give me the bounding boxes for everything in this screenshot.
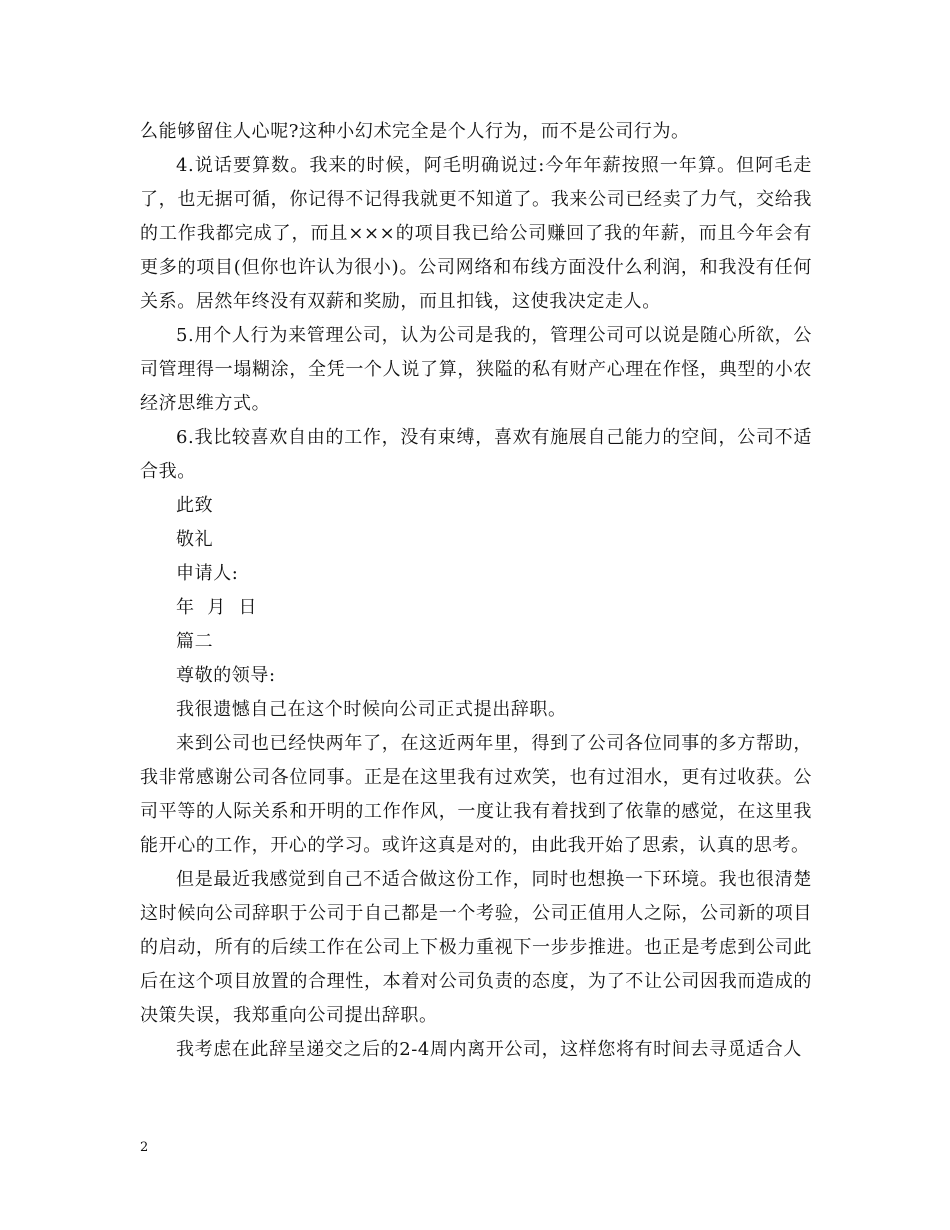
paragraph-continuation: 么能够留住人心呢?这种小幻术完全是个人行为，而不是公司行为。 xyxy=(140,121,690,142)
letter-greeting: 尊敬的领导: xyxy=(176,665,276,686)
paragraph-item-5: 5.用个人行为来管理公司，认为公司是我的，管理公司可以说是随心所欲，公司管理得一塌糊涂，全凭一个人说了算，狭隘的私有财产心理在作怪，典型的小农经济思维方式。 xyxy=(140,325,812,414)
page-number: 2 xyxy=(140,1140,149,1155)
section-heading: 篇二 xyxy=(176,631,214,652)
letter-paragraph: 来到公司也已经快两年了，在这近两年里，得到了公司各位同事的多方帮助，我非常感谢公司各位同事。正是在这里我有过欢笑，也有过泪水，更有过收获。公司平等的人际关系和开明的工作作风，一度让我有着找到了依靠的感觉，在这里我能开心的工作，开心的学习。或许这真是对的，由此我开始了思索，认真的思考。 xyxy=(140,733,812,856)
document-body xyxy=(140,115,812,1067)
paragraph-item-4: 4.说话要算数。我来的时候，阿毛明确说过:今年年薪按照一年算。但阿毛走了，也无据可循，你记得不记得我就更不知道了。我来公司已经卖了力气，交给我的工作我都完成了，而且×××的项目我已给公司赚回了我的年薪，而且今年会有更多的项目(但你也许认为很小)。公司网络和布线方面没什么利润，和我没有任何关系。居然年终没有双薪和奖励，而且扣钱，这使我决定走人。 xyxy=(140,155,812,312)
closing-regards: 敬礼 xyxy=(176,529,214,550)
letter-paragraph: 但是最近我感觉到自己不适合做这份工作，同时也想换一下环境。我也很清楚这时候向公司辞职于公司于自己都是一个考验，公司正值用人之际，公司新的项目的启动，所有的后续工作在公司上下极力重视下一步步推进。也正是考虑到公司此后在这个项目放置的合理性，本着对公司负责的态度，为了不让公司因我而造成的决策失误，我郑重向公司提出辞职。 xyxy=(140,869,812,1026)
closing-salutation: 此致 xyxy=(176,495,214,516)
applicant-label: 申请人: xyxy=(176,563,239,584)
date-line: 年 月 日 xyxy=(176,597,258,618)
paragraph-item-6: 6.我比较喜欢自由的工作，没有束缚，喜欢有施展自己能力的空间，公司不适合我。 xyxy=(140,427,812,482)
letter-paragraph: 我考虑在此辞呈递交之后的2-4周内离开公司，这样您将有时间去寻觅适合人 xyxy=(176,1039,802,1060)
letter-opening: 我很遗憾自己在这个时候向公司正式提出辞职。 xyxy=(176,699,567,720)
